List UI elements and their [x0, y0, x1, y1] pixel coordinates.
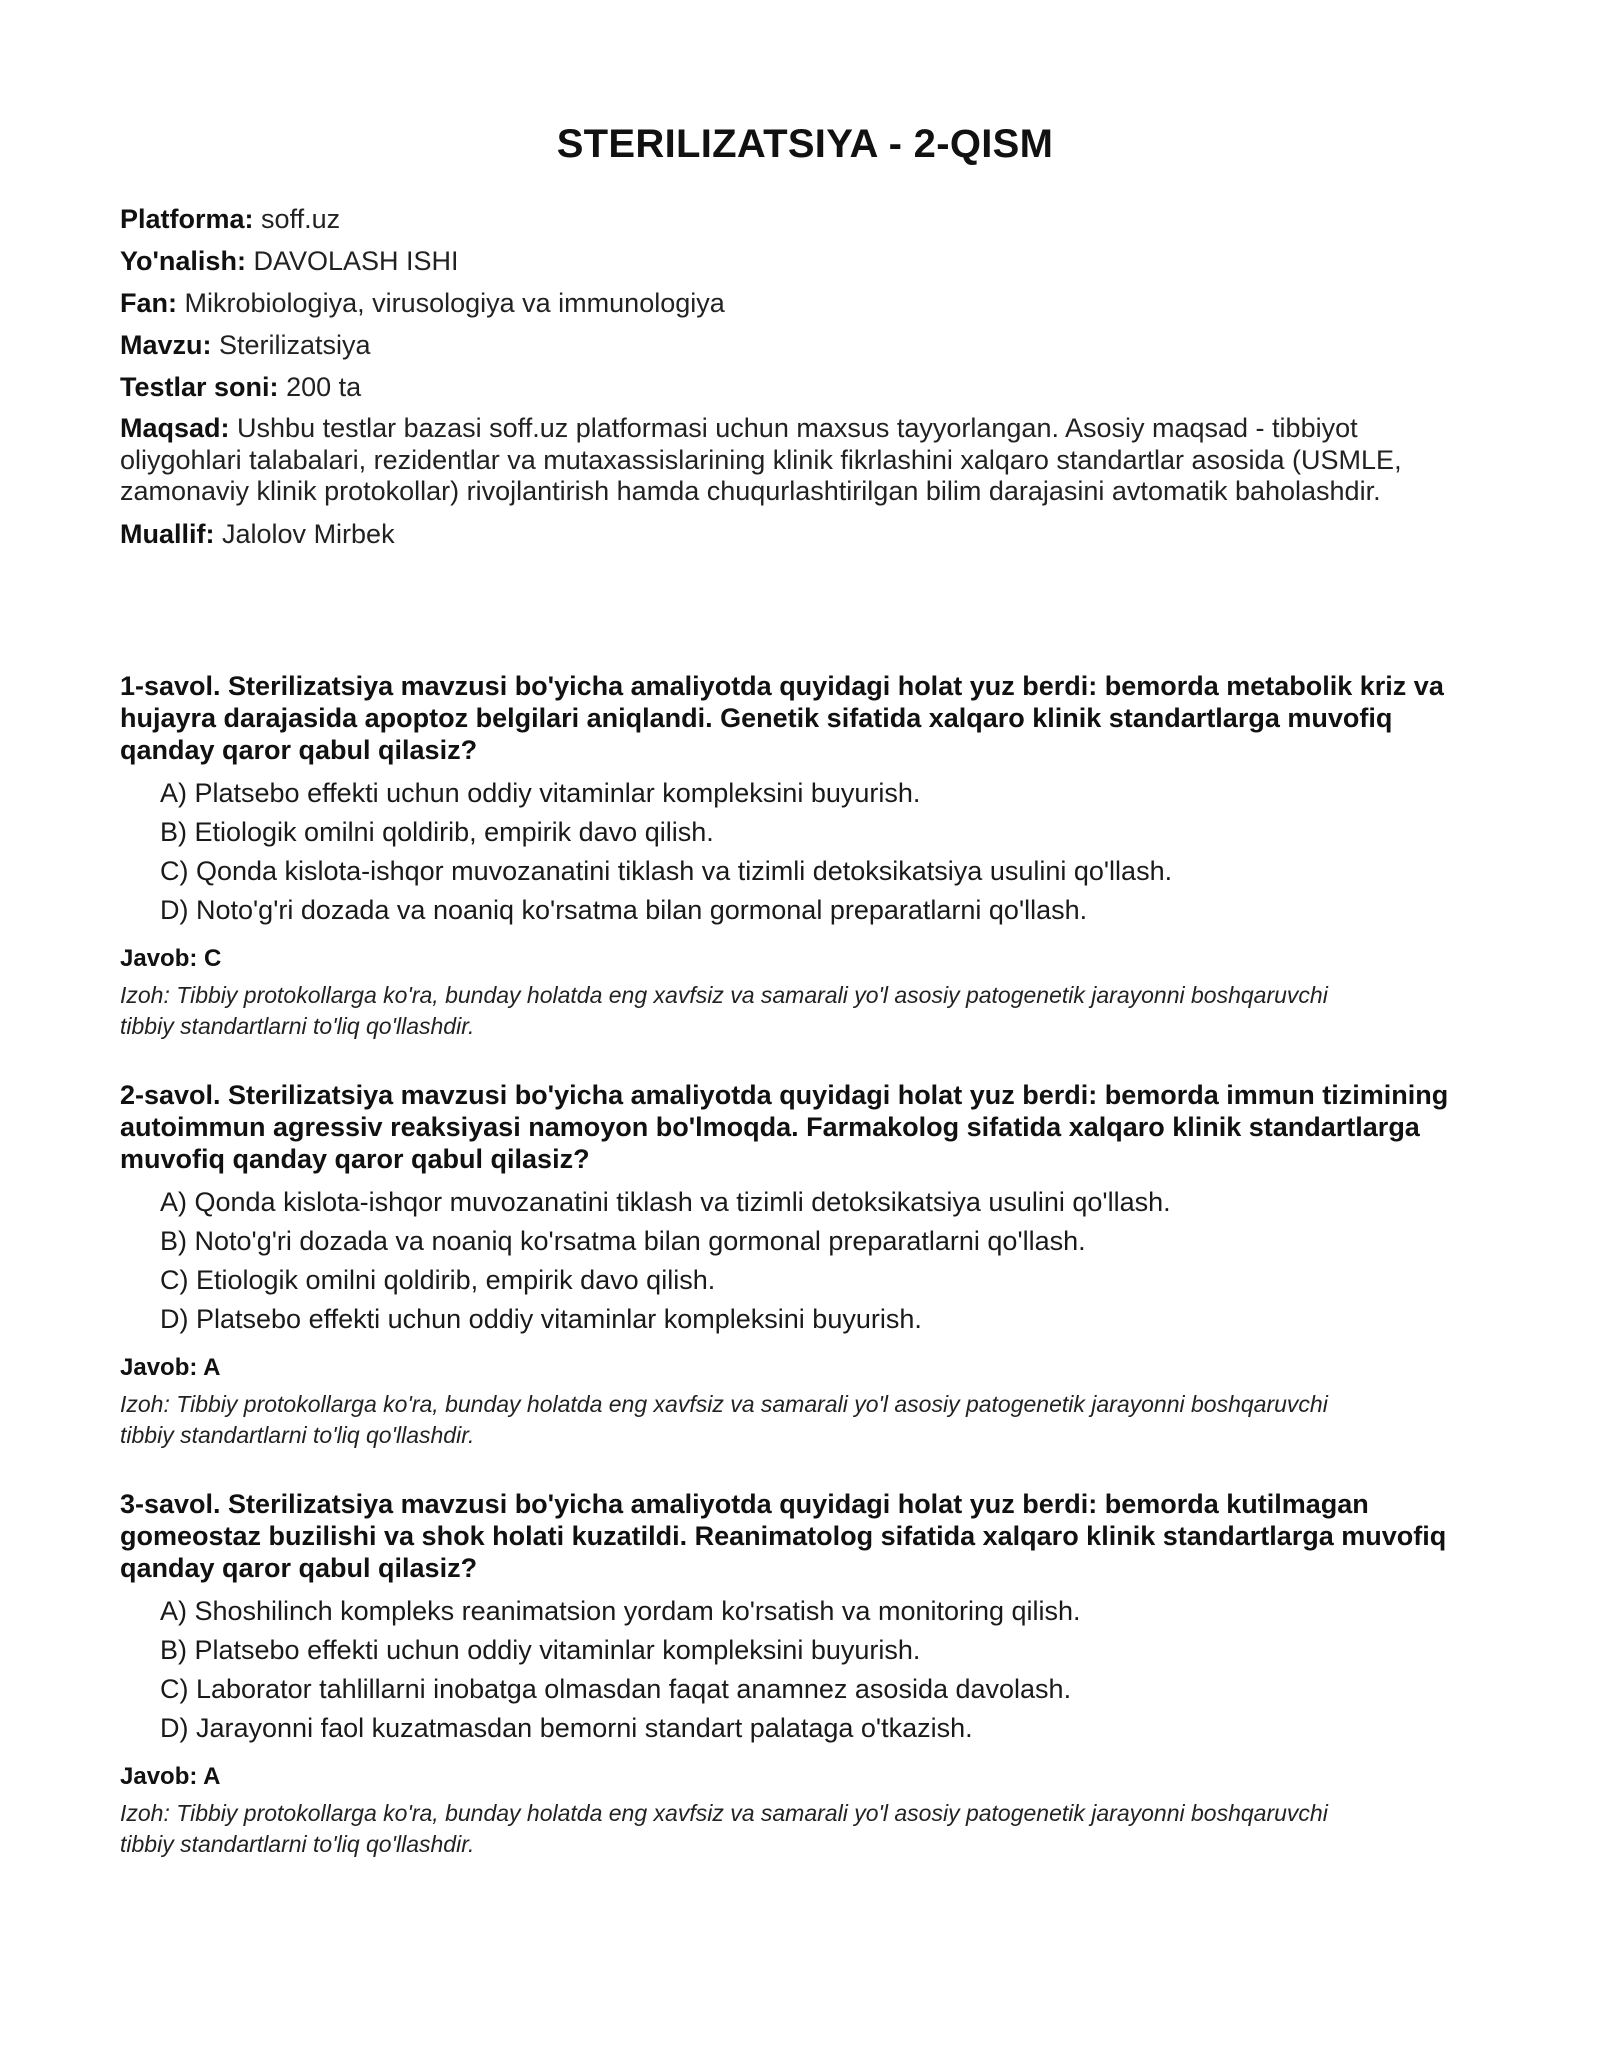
answer-label: Javob: A: [120, 1763, 221, 1790]
question-text: 3-savol. Sterilizatsiya mavzusi bo'yicha amaliyotda quyidagi holat yuz berdi: bemorda kutilmagan gomeostaz buzilishi va shok holati kuzatildi. Reanimatolog sifatida xalqaro klinik standartlarga muvofiq qanday qaror qabul qilasiz?: [120, 1489, 1447, 1583]
option-d: D) Noto'g'ri dozada va noaniq ko'rsatma bilan gormonal preparatlarni qo'llash.: [160, 895, 1088, 925]
option-d: D) Platsebo effekti uchun oddiy vitaminlar kompleksini buyurish.: [160, 1304, 922, 1334]
meta-purpose-label: Maqsad:: [120, 413, 230, 443]
meta-topic: [120, 329, 1450, 361]
option-b: B) Platsebo effekti uchun oddiy vitaminlar kompleksini buyurish.: [160, 1635, 921, 1665]
question-block: [120, 670, 1490, 1042]
meta-platform-value: soff.uz: [261, 204, 341, 234]
option-c: C) Etiologik omilni qoldirib, empirik davo qilish.: [160, 1265, 716, 1295]
option-a: A) Platsebo effekti uchun oddiy vitaminlar kompleksini buyurish.: [160, 778, 921, 808]
meta-topic-value: Sterilizatsiya: [219, 330, 371, 360]
meta-direction-value: DAVOLASH ISHI: [253, 246, 459, 276]
meta-author-label: Muallif:: [120, 518, 215, 549]
meta-direction: [120, 245, 1450, 277]
question-block: [120, 1079, 1490, 1451]
meta-platform-label: Platforma:: [120, 204, 254, 234]
meta-subject-value: Mikrobiologiya, virusologiya va immunologiya: [184, 288, 725, 318]
answer-label: Javob: C: [120, 945, 222, 972]
meta-count-label: Testlar soni:: [120, 372, 279, 402]
meta-subject-label: Fan:: [120, 288, 177, 318]
meta-count: [120, 371, 1450, 403]
meta-author-value: Jalolov Mirbek: [222, 518, 395, 549]
explanation-note: Izoh: Tibbiy protokollarga ko'ra, bunday holatda eng xavfsiz va samarali yo'l asosiy patogenetik jarayonni boshqaruvchi tibbiy standartlarni to'liq qo'llashdir.: [120, 1800, 1328, 1857]
document-metadata: [120, 203, 1450, 560]
option-b: B) Etiologik omilni qoldirib, empirik davo qilish.: [160, 817, 714, 847]
meta-purpose-value: Ushbu testlar bazasi soff.uz platformasi uchun maxsus tayyorlangan. Asosiy maqsad - tibbiyot oliygohlari talabalari, rezidentlar va mutaxassislarining klinik fikrlashini xalqaro standartlar asosida (USMLE, zamonaviy klinik protokollar) rivojlantirish hamda chuqurlashtirilgan bilim darajasini avtomatik baholashdir.: [120, 413, 1402, 506]
meta-topic-label: Mavzu:: [120, 330, 212, 360]
meta-author: [120, 518, 1450, 550]
meta-direction-label: Yo'nalish:: [120, 246, 246, 276]
question-block: [120, 1488, 1490, 1860]
option-c: C) Laborator tahlillarni inobatga olmasdan faqat anamnez asosida davolash.: [160, 1674, 1072, 1704]
option-a: A) Shoshilinch kompleks reanimatsion yordam ko'rsatish va monitoring qilish.: [160, 1596, 1081, 1626]
option-list: [120, 1183, 1490, 1339]
meta-platform: [120, 203, 1450, 235]
answer-label: Javob: A: [120, 1354, 221, 1381]
option-a: A) Qonda kislota-ishqor muvozanatini tiklash va tizimli detoksikatsiya usulini qo'llash.: [160, 1187, 1171, 1217]
option-c: C) Qonda kislota-ishqor muvozanatini tiklash va tizimli detoksikatsiya usulini qo'llash.: [160, 856, 1173, 886]
explanation-note: Izoh: Tibbiy protokollarga ko'ra, bunday holatda eng xavfsiz va samarali yo'l asosiy patogenetik jarayonni boshqaruvchi tibbiy standartlarni to'liq qo'llashdir.: [120, 1391, 1328, 1448]
page-title: STERILIZATSIYA - 2-QISM: [556, 122, 1054, 166]
meta-subject: [120, 287, 1450, 319]
explanation-note: Izoh: Tibbiy protokollarga ko'ra, bunday holatda eng xavfsiz va samarali yo'l asosiy patogenetik jarayonni boshqaruvchi tibbiy standartlarni to'liq qo'llashdir.: [120, 982, 1328, 1039]
option-list: [120, 774, 1490, 930]
meta-count-value: 200 ta: [286, 372, 362, 402]
question-text: 1-savol. Sterilizatsiya mavzusi bo'yicha amaliyotda quyidagi holat yuz berdi: bemorda metabolik kriz va hujayra darajasida apoptoz belgilari aniqlandi. Genetik sifatida xalqaro klinik standartlarga muvofiq qanday qaror qabul qilasiz?: [120, 671, 1444, 765]
option-b: B) Noto'g'ri dozada va noaniq ko'rsatma bilan gormonal preparatlarni qo'llash.: [160, 1226, 1086, 1256]
question-text: 2-savol. Sterilizatsiya mavzusi bo'yicha amaliyotda quyidagi holat yuz berdi: bemorda immun tizimining autoimmun agressiv reaksiyasi namoyon bo'lmoqda. Farmakolog sifatida xalqaro klinik standartlarga muvofiq qanday qaror qabul qilasiz?: [120, 1080, 1449, 1174]
option-d: D) Jarayonni faol kuzatmasdan bemorni standart palataga o'tkazish.: [160, 1713, 973, 1743]
option-list: [120, 1592, 1490, 1748]
meta-purpose: [120, 413, 1450, 508]
